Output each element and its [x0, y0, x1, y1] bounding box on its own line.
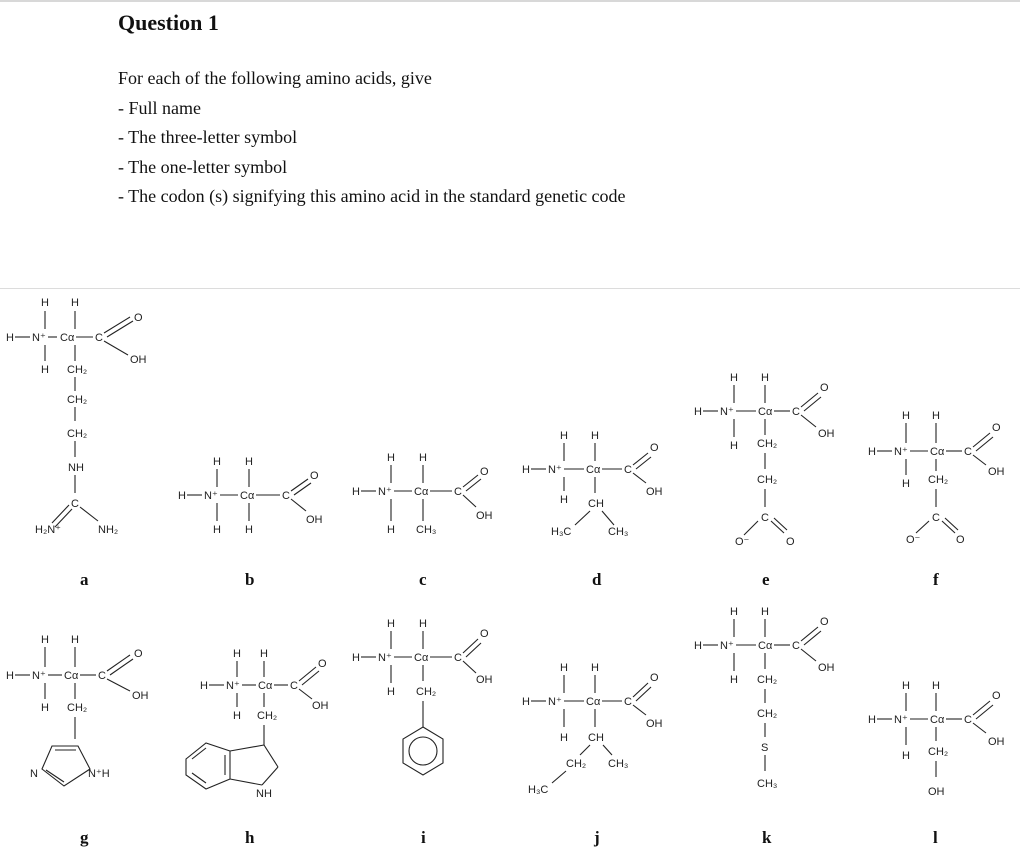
svg-text:N⁺: N⁺: [894, 446, 908, 458]
svg-text:O: O: [480, 628, 489, 640]
svg-text:Cα: Cα: [930, 714, 945, 726]
svg-text:H: H: [6, 670, 14, 682]
svg-text:O: O: [992, 422, 1001, 434]
structure-label: l: [933, 828, 938, 847]
svg-text:Cα: Cα: [60, 332, 75, 344]
structure-label: i: [421, 828, 426, 847]
svg-text:N⁺: N⁺: [548, 464, 562, 476]
svg-text:NH: NH: [256, 788, 272, 800]
svg-text:CH₃: CH₃: [416, 524, 437, 536]
svg-text:H: H: [560, 732, 568, 744]
svg-text:O: O: [992, 690, 1001, 702]
svg-text:Cα: Cα: [930, 446, 945, 458]
svg-text:H: H: [902, 750, 910, 762]
instruction-item: - Full name: [118, 97, 201, 118]
svg-text:CH₂: CH₂: [416, 686, 437, 698]
svg-text:Cα: Cα: [258, 680, 273, 692]
svg-text:C: C: [792, 640, 800, 652]
structure-c: [352, 452, 493, 536]
svg-text:OH: OH: [476, 510, 493, 522]
svg-text:H: H: [387, 686, 395, 698]
svg-text:C: C: [454, 486, 462, 498]
svg-text:C: C: [454, 652, 462, 664]
svg-text:H: H: [694, 406, 702, 418]
svg-text:C: C: [964, 446, 972, 458]
svg-text:H: H: [41, 702, 49, 714]
structure-e: [694, 372, 835, 548]
instruction-item: - The one-letter symbol: [118, 156, 288, 177]
svg-text:H: H: [902, 680, 910, 692]
structure-k: [694, 606, 835, 790]
svg-text:H: H: [902, 410, 910, 422]
svg-text:H: H: [560, 494, 568, 506]
svg-text:CH₃: CH₃: [757, 778, 778, 790]
svg-text:H: H: [522, 696, 530, 708]
svg-text:H: H: [233, 648, 241, 660]
structure-label: a: [80, 570, 89, 589]
svg-text:H: H: [387, 618, 395, 630]
svg-text:H: H: [213, 456, 221, 468]
svg-text:H: H: [71, 634, 79, 646]
svg-text:CH₂: CH₂: [757, 438, 778, 450]
svg-text:OH: OH: [130, 354, 147, 366]
svg-text:H: H: [761, 372, 769, 384]
svg-text:H: H: [71, 297, 79, 309]
svg-text:C: C: [95, 332, 103, 344]
structure-b: [178, 456, 323, 536]
svg-text:C: C: [792, 406, 800, 418]
svg-text:OH: OH: [646, 486, 663, 498]
svg-text:CH₂: CH₂: [757, 474, 778, 486]
question-instructions: [118, 64, 626, 212]
svg-text:C: C: [282, 490, 290, 502]
structure-label: d: [592, 570, 602, 589]
svg-text:H: H: [6, 332, 14, 344]
svg-text:C: C: [761, 512, 769, 524]
svg-text:C: C: [98, 670, 106, 682]
svg-text:OH: OH: [306, 514, 323, 526]
svg-text:O: O: [820, 382, 829, 394]
instruction-item: - The codon (s) signifying this amino acid in the standard genetic code: [118, 186, 626, 206]
svg-text:CH₂: CH₂: [257, 710, 278, 722]
structure-g: [6, 634, 149, 786]
svg-text:CH₂: CH₂: [67, 394, 88, 406]
svg-text:Cα: Cα: [414, 486, 429, 498]
svg-text:N⁺H: N⁺H: [88, 768, 110, 780]
svg-text:CH₂: CH₂: [928, 474, 949, 486]
svg-text:CH₂: CH₂: [67, 702, 88, 714]
svg-text:H: H: [419, 452, 427, 464]
svg-text:H: H: [591, 662, 599, 674]
instruction-intro: For each of the following amino acids, give: [118, 68, 432, 88]
svg-text:H: H: [41, 634, 49, 646]
svg-text:H: H: [245, 524, 253, 536]
svg-text:H: H: [352, 652, 360, 664]
svg-text:H: H: [213, 524, 221, 536]
svg-text:Cα: Cα: [758, 406, 773, 418]
svg-text:H: H: [591, 430, 599, 442]
svg-text:OH: OH: [928, 786, 945, 798]
svg-text:H: H: [352, 486, 360, 498]
svg-text:H: H: [387, 452, 395, 464]
svg-text:H: H: [730, 606, 738, 618]
svg-text:C: C: [964, 714, 972, 726]
svg-text:C: C: [290, 680, 298, 692]
svg-text:O⁻: O⁻: [735, 536, 750, 548]
svg-text:H: H: [902, 478, 910, 490]
svg-text:CH₂: CH₂: [67, 364, 88, 376]
svg-text:O: O: [310, 470, 319, 482]
svg-text:CH₂: CH₂: [757, 708, 778, 720]
svg-text:NH: NH: [68, 462, 84, 474]
svg-text:H: H: [233, 710, 241, 722]
svg-text:OH: OH: [646, 718, 663, 730]
svg-text:OH: OH: [818, 428, 835, 440]
svg-text:H: H: [41, 364, 49, 376]
svg-text:H: H: [730, 440, 738, 452]
structure-f: [868, 410, 1005, 546]
structure-i: [352, 618, 493, 775]
svg-text:S: S: [761, 742, 769, 754]
structure-label: k: [762, 828, 772, 847]
svg-text:N⁺: N⁺: [378, 652, 392, 664]
svg-text:H: H: [260, 648, 268, 660]
svg-text:N⁺: N⁺: [378, 486, 392, 498]
svg-text:O: O: [134, 312, 143, 324]
svg-text:C: C: [932, 512, 940, 524]
svg-text:CH₂: CH₂: [757, 674, 778, 686]
svg-text:H: H: [560, 662, 568, 674]
svg-text:H: H: [200, 680, 208, 692]
amino-acid-structures: [0, 289, 1020, 859]
svg-text:H: H: [761, 606, 769, 618]
structure-label: h: [245, 828, 255, 847]
svg-text:Cα: Cα: [758, 640, 773, 652]
svg-text:CH: CH: [588, 732, 604, 744]
svg-text:OH: OH: [818, 662, 835, 674]
svg-text:H: H: [730, 674, 738, 686]
structure-label: g: [80, 828, 89, 847]
svg-text:O: O: [650, 442, 659, 454]
question-title: Question 1: [118, 10, 219, 35]
svg-text:H: H: [694, 640, 702, 652]
svg-text:N⁺: N⁺: [32, 332, 46, 344]
svg-text:CH₂: CH₂: [566, 758, 587, 770]
svg-text:OH: OH: [132, 690, 149, 702]
svg-text:H: H: [560, 430, 568, 442]
svg-text:OH: OH: [988, 736, 1005, 748]
svg-text:N⁺: N⁺: [548, 696, 562, 708]
svg-text:O: O: [956, 534, 965, 546]
svg-text:OH: OH: [988, 466, 1005, 478]
svg-text:O⁻: O⁻: [906, 534, 921, 546]
svg-text:H₂N⁺: H₂N⁺: [35, 524, 61, 536]
svg-text:N⁺: N⁺: [204, 490, 218, 502]
svg-text:O: O: [480, 466, 489, 478]
svg-text:O: O: [318, 658, 327, 670]
svg-text:O: O: [820, 616, 829, 628]
structure-label: e: [762, 570, 770, 589]
structure-label: j: [594, 828, 600, 847]
svg-text:H: H: [419, 618, 427, 630]
svg-text:C: C: [624, 696, 632, 708]
svg-text:H: H: [932, 410, 940, 422]
svg-text:Cα: Cα: [64, 670, 79, 682]
svg-text:CH₂: CH₂: [67, 428, 88, 440]
svg-text:N⁺: N⁺: [32, 670, 46, 682]
svg-text:CH₂: CH₂: [928, 746, 949, 758]
structure-label: c: [419, 570, 427, 589]
svg-text:CH₃: CH₃: [608, 758, 629, 770]
structure-h: [186, 648, 329, 800]
svg-text:OH: OH: [312, 700, 329, 712]
svg-text:N⁺: N⁺: [894, 714, 908, 726]
svg-text:Cα: Cα: [586, 464, 601, 476]
structure-d: [522, 430, 663, 538]
svg-text:H: H: [245, 456, 253, 468]
svg-text:H: H: [522, 464, 530, 476]
svg-text:Cα: Cα: [240, 490, 255, 502]
svg-text:OH: OH: [476, 674, 493, 686]
svg-text:H: H: [868, 446, 876, 458]
svg-text:C: C: [71, 498, 79, 510]
svg-text:O: O: [134, 648, 143, 660]
structure-label: f: [933, 570, 939, 589]
svg-text:CH: CH: [588, 498, 604, 510]
svg-text:N⁺: N⁺: [720, 406, 734, 418]
structure-label: b: [245, 570, 255, 589]
structure-j: [522, 662, 663, 796]
svg-text:NH₂: NH₂: [98, 524, 119, 536]
svg-text:N⁺: N⁺: [226, 680, 240, 692]
svg-text:C: C: [624, 464, 632, 476]
svg-text:H: H: [178, 490, 186, 502]
svg-text:H: H: [41, 297, 49, 309]
svg-text:H: H: [730, 372, 738, 384]
svg-text:Cα: Cα: [586, 696, 601, 708]
svg-text:CH₃: CH₃: [608, 526, 629, 538]
svg-text:H: H: [868, 714, 876, 726]
svg-text:H₃C: H₃C: [528, 784, 549, 796]
top-border: [0, 0, 1020, 2]
instruction-item: - The three-letter symbol: [118, 127, 298, 147]
svg-text:Cα: Cα: [414, 652, 429, 664]
structure-l: [868, 680, 1005, 798]
svg-text:H₃C: H₃C: [551, 526, 572, 538]
svg-text:O: O: [650, 672, 659, 684]
svg-text:N⁺: N⁺: [720, 640, 734, 652]
structure-a: [6, 297, 147, 536]
svg-text:H: H: [387, 524, 395, 536]
svg-text:O: O: [786, 536, 795, 548]
svg-text:N: N: [30, 768, 38, 780]
svg-text:H: H: [932, 680, 940, 692]
